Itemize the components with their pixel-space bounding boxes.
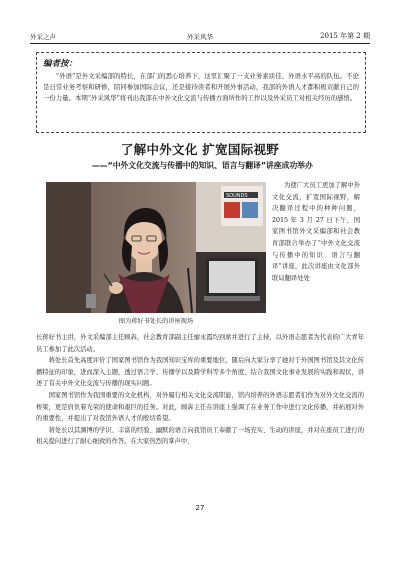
- header-section-name: 外采之声: [30, 33, 56, 41]
- body-paragraph: 蒋处长首先高度评价了国家图书馆作为我国知识宝库的重要地位，随后向大家分享了她对于外国图书馆及其文化传播特征的印象，进而深入主题，透过语言学、传播学以及跨学科等多个角度，结合我国文化事业发展的实践和现状，讲述了有关中外文化交流与传播的现实问题。: [36, 357, 364, 388]
- article-intro-column: [272, 180, 360, 284]
- editor-note-title: 编者按：: [43, 59, 78, 69]
- lecture-photo: [46, 182, 266, 313]
- article-intro-text: 为使广大员工更加了解中外文化交流，扩宽国际视野，解决翻译过程中的种种问题，2015 年 3 月 27 日下午，国家图书馆外文采编部和社会教育部联合举办了“中外文化交流与传播中的知识、语言与翻译”讲座，此次讲座由文化部外联局翻译处处: [272, 182, 360, 282]
- body-paragraph: 国家图书馆作为我国重要的文化机构，对外履行相关文化交流职能，馆内培养的外语志愿者们作为对外文化交流的桥梁，更是肩负着光荣的使命和艰巨的任务。对此，顾犇主任在讲座上强调了在业务工作中进行文化传播、并拓展对外的重要性，并提出了对我馆外语人才的殷切希望。: [36, 391, 364, 423]
- lecture-photo-illustration: [46, 182, 266, 313]
- editor-note-box: [36, 52, 366, 133]
- article-subtitle: ——“中外文化交流与传播中的知识、语言与翻译”讲座成功举办: [92, 161, 313, 170]
- article-title: 了解中外文化 扩宽国际视野: [120, 142, 280, 157]
- article-body: [36, 332, 364, 448]
- header-column-name: 外采风华: [187, 33, 213, 41]
- body-paragraph: 长蒋好书主讲，外文采编部主任顾犇，社会教育部副主任廖永霞均到席并进行了主持，以外语志愿者为代表的广大青年员工参加了此次活动。: [36, 334, 364, 353]
- header-issue: 2015 年第 2 期: [320, 32, 370, 40]
- body-paragraph: 蒋处长以其渊博的学识、丰富的经验、幽默的语言向我馆员工奉献了一场充实、生动的讲座，并对在座员工进行的相关提问进行了耐心细致的作答。在大家热烈的掌声中，: [36, 426, 364, 446]
- projector-screen-text: SOUNDS: [226, 193, 248, 199]
- header-rule: [30, 43, 370, 44]
- page-number: 27: [195, 504, 205, 512]
- photo-caption: 图为蒋好书处长的讲座现场: [118, 318, 194, 325]
- editor-note-body: “外语”是外文采编部的特长，在部门的悉心培养下，这里汇聚了一支业务素质佳、外语水平高的队伍。不论是日常业务考察和研修，陪同参加国际会议，还是接待读者和开展外事活动，我部的外语人才都积极贡献自己的一份力量。本期“外采风华”将刊出我部在中外文化交流与传播方面所作的工作以及外采员工对相关经历的感悟。: [43, 72, 359, 102]
